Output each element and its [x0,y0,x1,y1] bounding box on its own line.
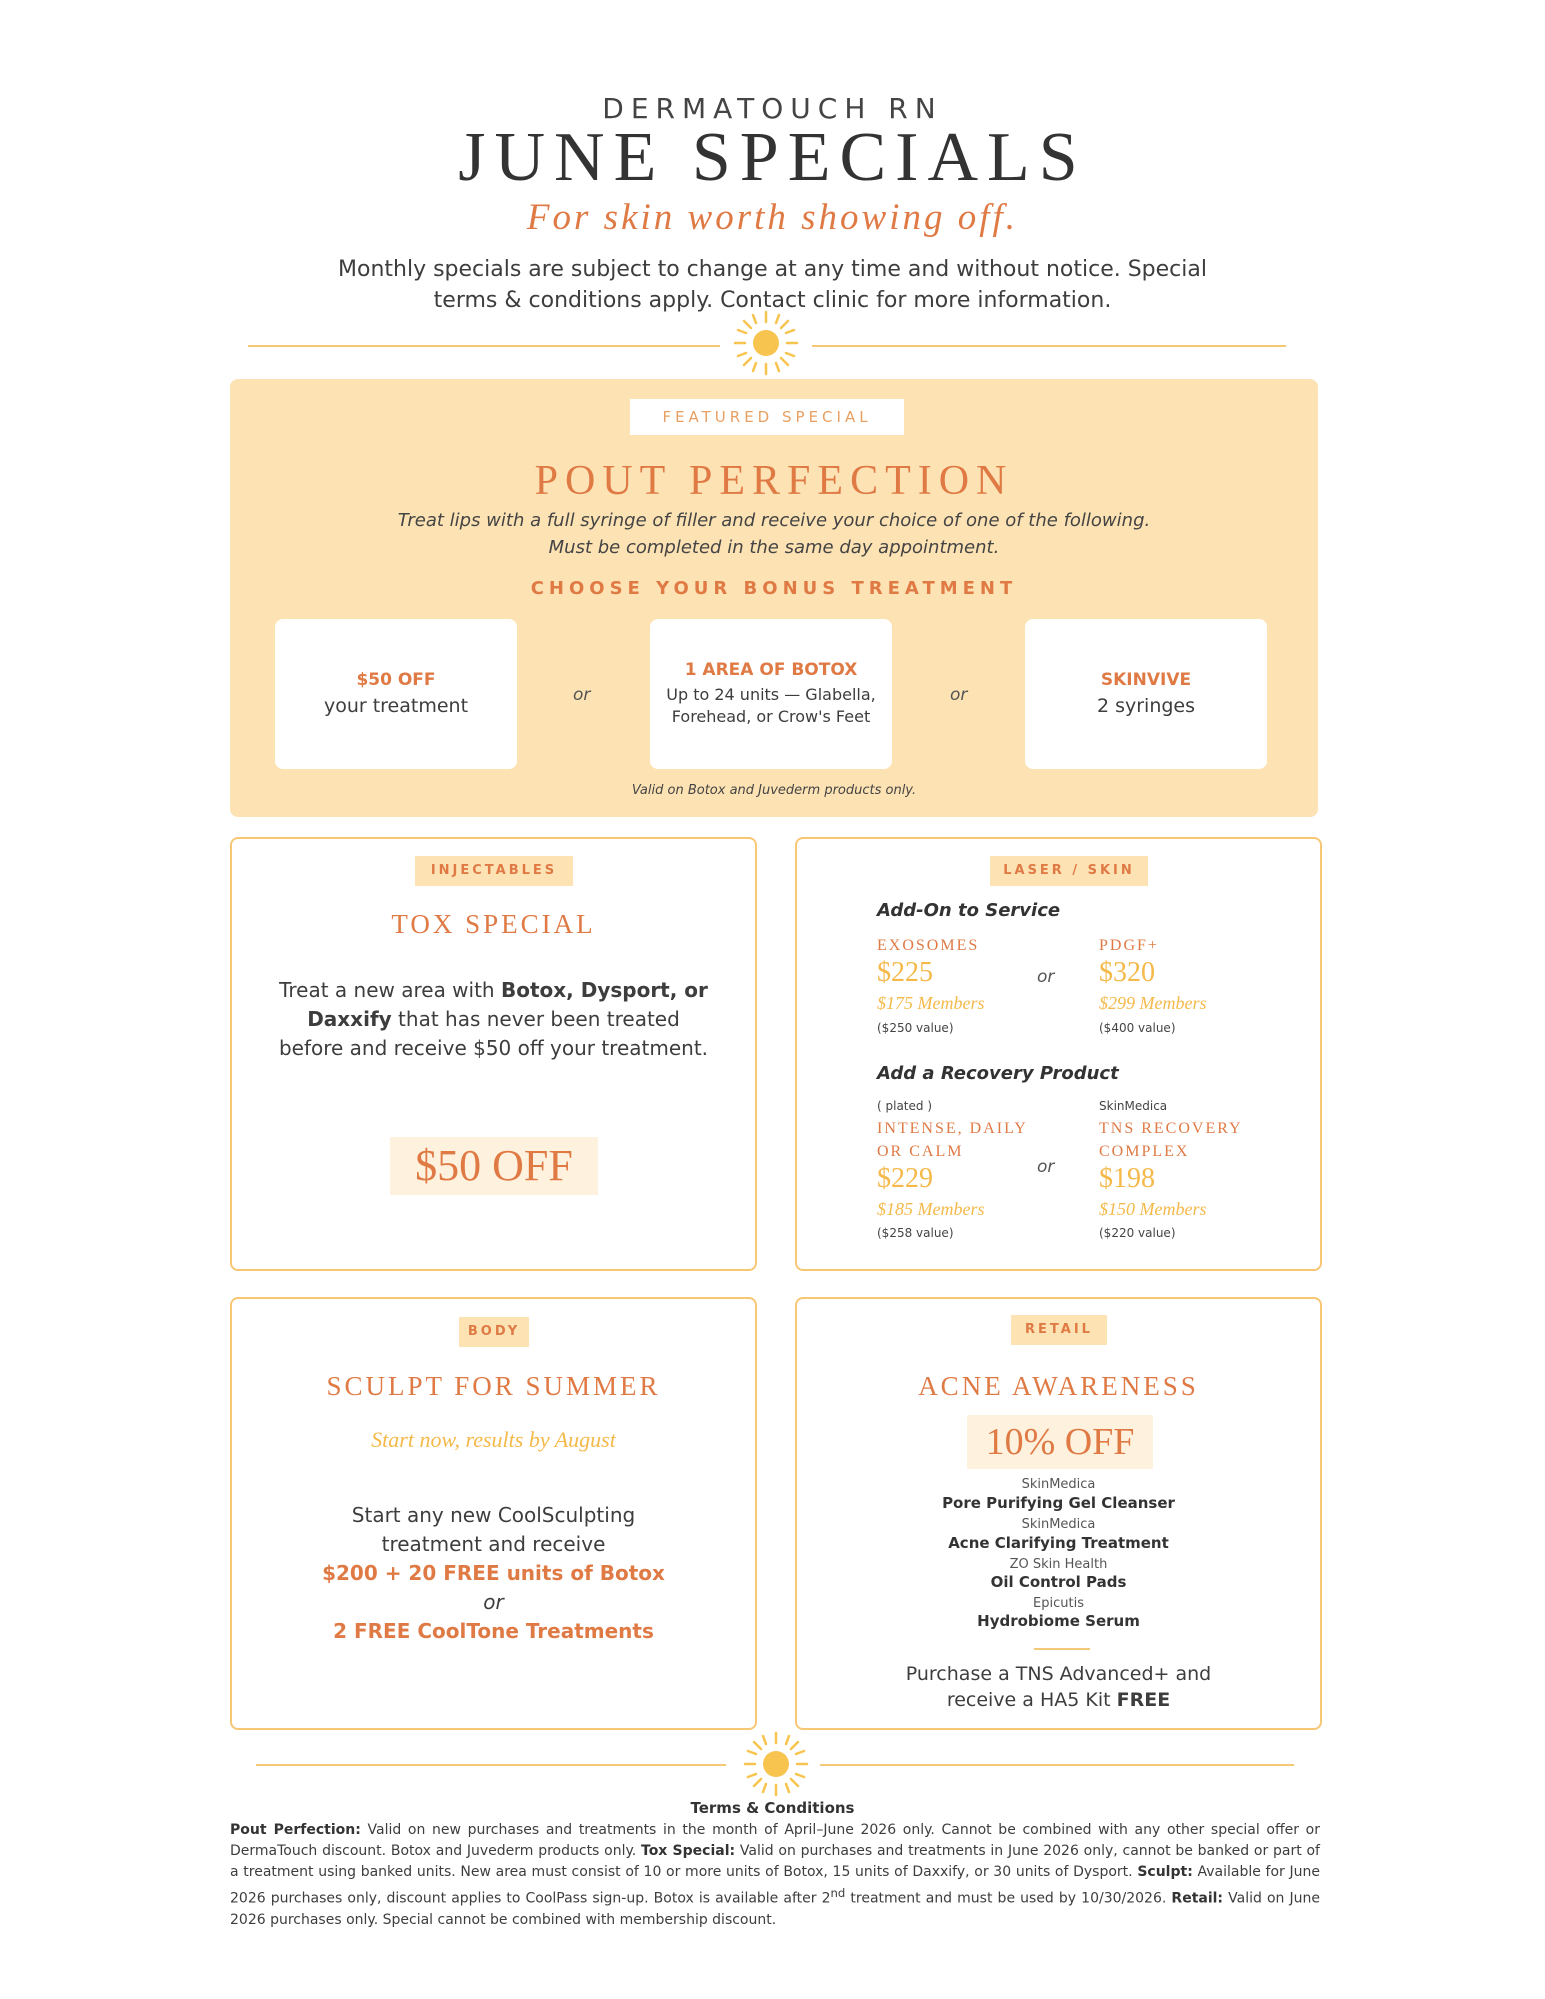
exosomes-member-price: $175 Members [877,993,985,1013]
page-title: JUNE SPECIALS [458,119,1087,196]
laser-skin-chip: LASER / SKIN [990,856,1148,886]
bonus-text: 2 syringes [1096,695,1196,717]
bonus-text: Up to 24 units — Glabella, [666,685,876,704]
sun-icon [741,1729,811,1799]
injectables-chip: INJECTABLES [415,856,573,886]
addon-heading: Add-On to Service [877,900,1061,921]
recovery-product-name [877,1117,1028,1163]
recovery-value: ($220 value) [1099,1226,1176,1240]
exosomes-price: $225 [877,957,933,988]
sculpt-card [230,1297,757,1730]
product-name: Hydrobiome Serum [977,1612,1140,1630]
recovery-name-line: COMPLEX [1099,1143,1190,1160]
featured-desc-line2: Must be completed in the same day appointment. [548,537,1000,558]
or-separator: or [1037,1157,1055,1177]
bonus-option-skinvive [1025,619,1267,769]
pdgf-member-price: $299 Members [1099,993,1207,1013]
bonus-subheading: CHOOSE YOUR BONUS TREATMENT [530,578,1018,599]
laser-skin-card [795,837,1322,1271]
divider-right [812,345,1286,347]
terms-body: Valid on purchases and treatments in June 2026 only, cannot be banked or part of a treatment using banked units. New area must consist of 10 or more units of Botox, 15 units of Daxxify, or 30 units of Dysport. [230,1843,1320,1880]
terms-body: Available for June 2026 purchases only, discount applies to CoolPass sign-up. Botox is available after 2 [230,1864,1320,1907]
retail-card [795,1297,1322,1730]
terms-label: Retail: [1171,1890,1224,1907]
sun-icon [731,308,801,378]
terms-body: Valid on June 2026 purchases only. Special cannot be combined with membership discount. [230,1890,1320,1928]
product-brand: ZO Skin Health [1009,1557,1108,1572]
product-brand: SkinMedica [1021,1517,1096,1532]
retail-offer-line: Purchase a TNS Advanced+ and [905,1663,1212,1685]
featured-note: Valid on Botox and Juvederm products only. [631,783,917,798]
sculpt-description [262,1501,725,1646]
terms-label: Pout Perfection: [230,1822,361,1838]
tox-badge: $50 OFF [390,1137,598,1195]
product-brand: SkinMedica [1021,1477,1096,1492]
terms-body: treatment and must be used by 10/30/2026. [845,1890,1172,1907]
recovery-price: $229 [877,1163,933,1194]
sculpt-subtitle: Start now, results by August [371,1427,616,1452]
product-name: Acne Clarifying Treatment [948,1534,1169,1552]
tox-special-card [230,837,757,1271]
tox-body-text: Treat a new area with [279,978,501,1002]
bonus-heading: $50 OFF [356,670,436,690]
recovery-value: ($258 value) [877,1226,954,1240]
recovery-brand: SkinMedica [1099,1099,1168,1113]
featured-special-panel [230,379,1318,817]
tox-title: TOX SPECIAL [391,909,596,939]
bonus-heading: 1 AREA OF BOTOX [684,660,858,680]
sculpt-line: Start any new CoolSculpting [351,1503,636,1527]
retail-divider [1034,1648,1090,1650]
product-name: Pore Purifying Gel Cleanser [942,1494,1175,1512]
retail-offer [837,1661,1280,1713]
acne-badge: 10% OFF [967,1415,1153,1469]
product-brand: Epicutis [1033,1596,1084,1611]
tox-body-text: that has never been treated before and receive $50 off your treatment. [278,1007,709,1060]
tagline: For skin worth showing off. [526,197,1019,238]
pdgf-value: ($400 value) [1099,1021,1176,1035]
tox-description [272,976,715,1063]
featured-desc-line1: Treat lips with a full syringe of filler and receive your choice of one of the following. [397,510,1151,531]
terms-body: Valid on new purchases and treatments in the month of April–June 2026 only. Cannot be combined with any other special offer or DermaTouch discount. Botox and Juvederm products only. [230,1822,1320,1859]
terms-title: Terms & Conditions [690,1799,855,1817]
terms-superscript: nd [830,1886,846,1900]
body-chip: BODY [459,1317,529,1347]
pdgf-name: PDGF+ [1099,937,1159,954]
or-separator: or [483,1590,504,1614]
pdgf-price: $320 [1099,957,1155,988]
product-name: Oil Control Pads [990,1573,1127,1591]
recovery-price: $198 [1099,1163,1155,1194]
divider-right [820,1764,1294,1766]
sculpt-title: SCULPT FOR SUMMER [326,1371,661,1401]
bonus-text: Forehead, or Crow's Feet [671,707,871,726]
retail-offer-free: FREE [1116,1689,1171,1711]
or-separator: or [573,685,591,705]
divider-left [256,1764,726,1766]
sculpt-line: treatment and receive [381,1532,606,1556]
sculpt-offer-cooltone: 2 FREE CoolTone Treatments [333,1619,654,1643]
featured-title: POUT PERFECTION [534,458,1014,504]
brand-name: DERMATOUCH RN [602,92,943,125]
recovery-member-price: $185 Members [877,1199,985,1219]
retail-offer-line: receive a HA5 Kit [946,1689,1117,1711]
recovery-heading: Add a Recovery Product [877,1063,1119,1084]
terms-label: Sculpt: [1137,1864,1193,1880]
tox-body-bold: Botox, Dysport, or Daxxify [307,978,708,1031]
acne-title: ACNE AWARENESS [918,1371,1199,1401]
recovery-product-name [1099,1117,1243,1163]
bonus-text: your treatment [323,695,469,717]
recovery-name-line: TNS RECOVERY [1099,1120,1243,1137]
exosomes-name: EXOSOMES [877,937,980,954]
recovery-name-line: OR CALM [877,1143,964,1160]
bonus-heading: SKINVIVE [1100,670,1192,690]
divider-left [248,345,720,347]
recovery-name-line: INTENSE, DAILY [877,1120,1028,1137]
bonus-option-50-off [275,619,517,769]
recovery-brand: ( plated ) [877,1099,933,1113]
exosomes-value: ($250 value) [877,1021,954,1035]
recovery-member-price: $150 Members [1099,1199,1207,1219]
terms-label: Tox Special: [641,1843,736,1859]
or-separator: or [1037,967,1055,987]
sculpt-offer-botox: $200 + 20 FREE units of Botox [322,1561,665,1585]
intro-text: Monthly specials are subject to change at any time and without notice. Special terms & conditions apply. Contact clinic for more information. [338,257,1207,313]
terms-text [230,1820,1320,1931]
featured-label: FEATURED SPECIAL [630,399,904,435]
retail-chip: RETAIL [1011,1315,1107,1345]
featured-description [230,507,1318,561]
bonus-option-botox [650,619,892,769]
or-separator: or [950,685,968,705]
